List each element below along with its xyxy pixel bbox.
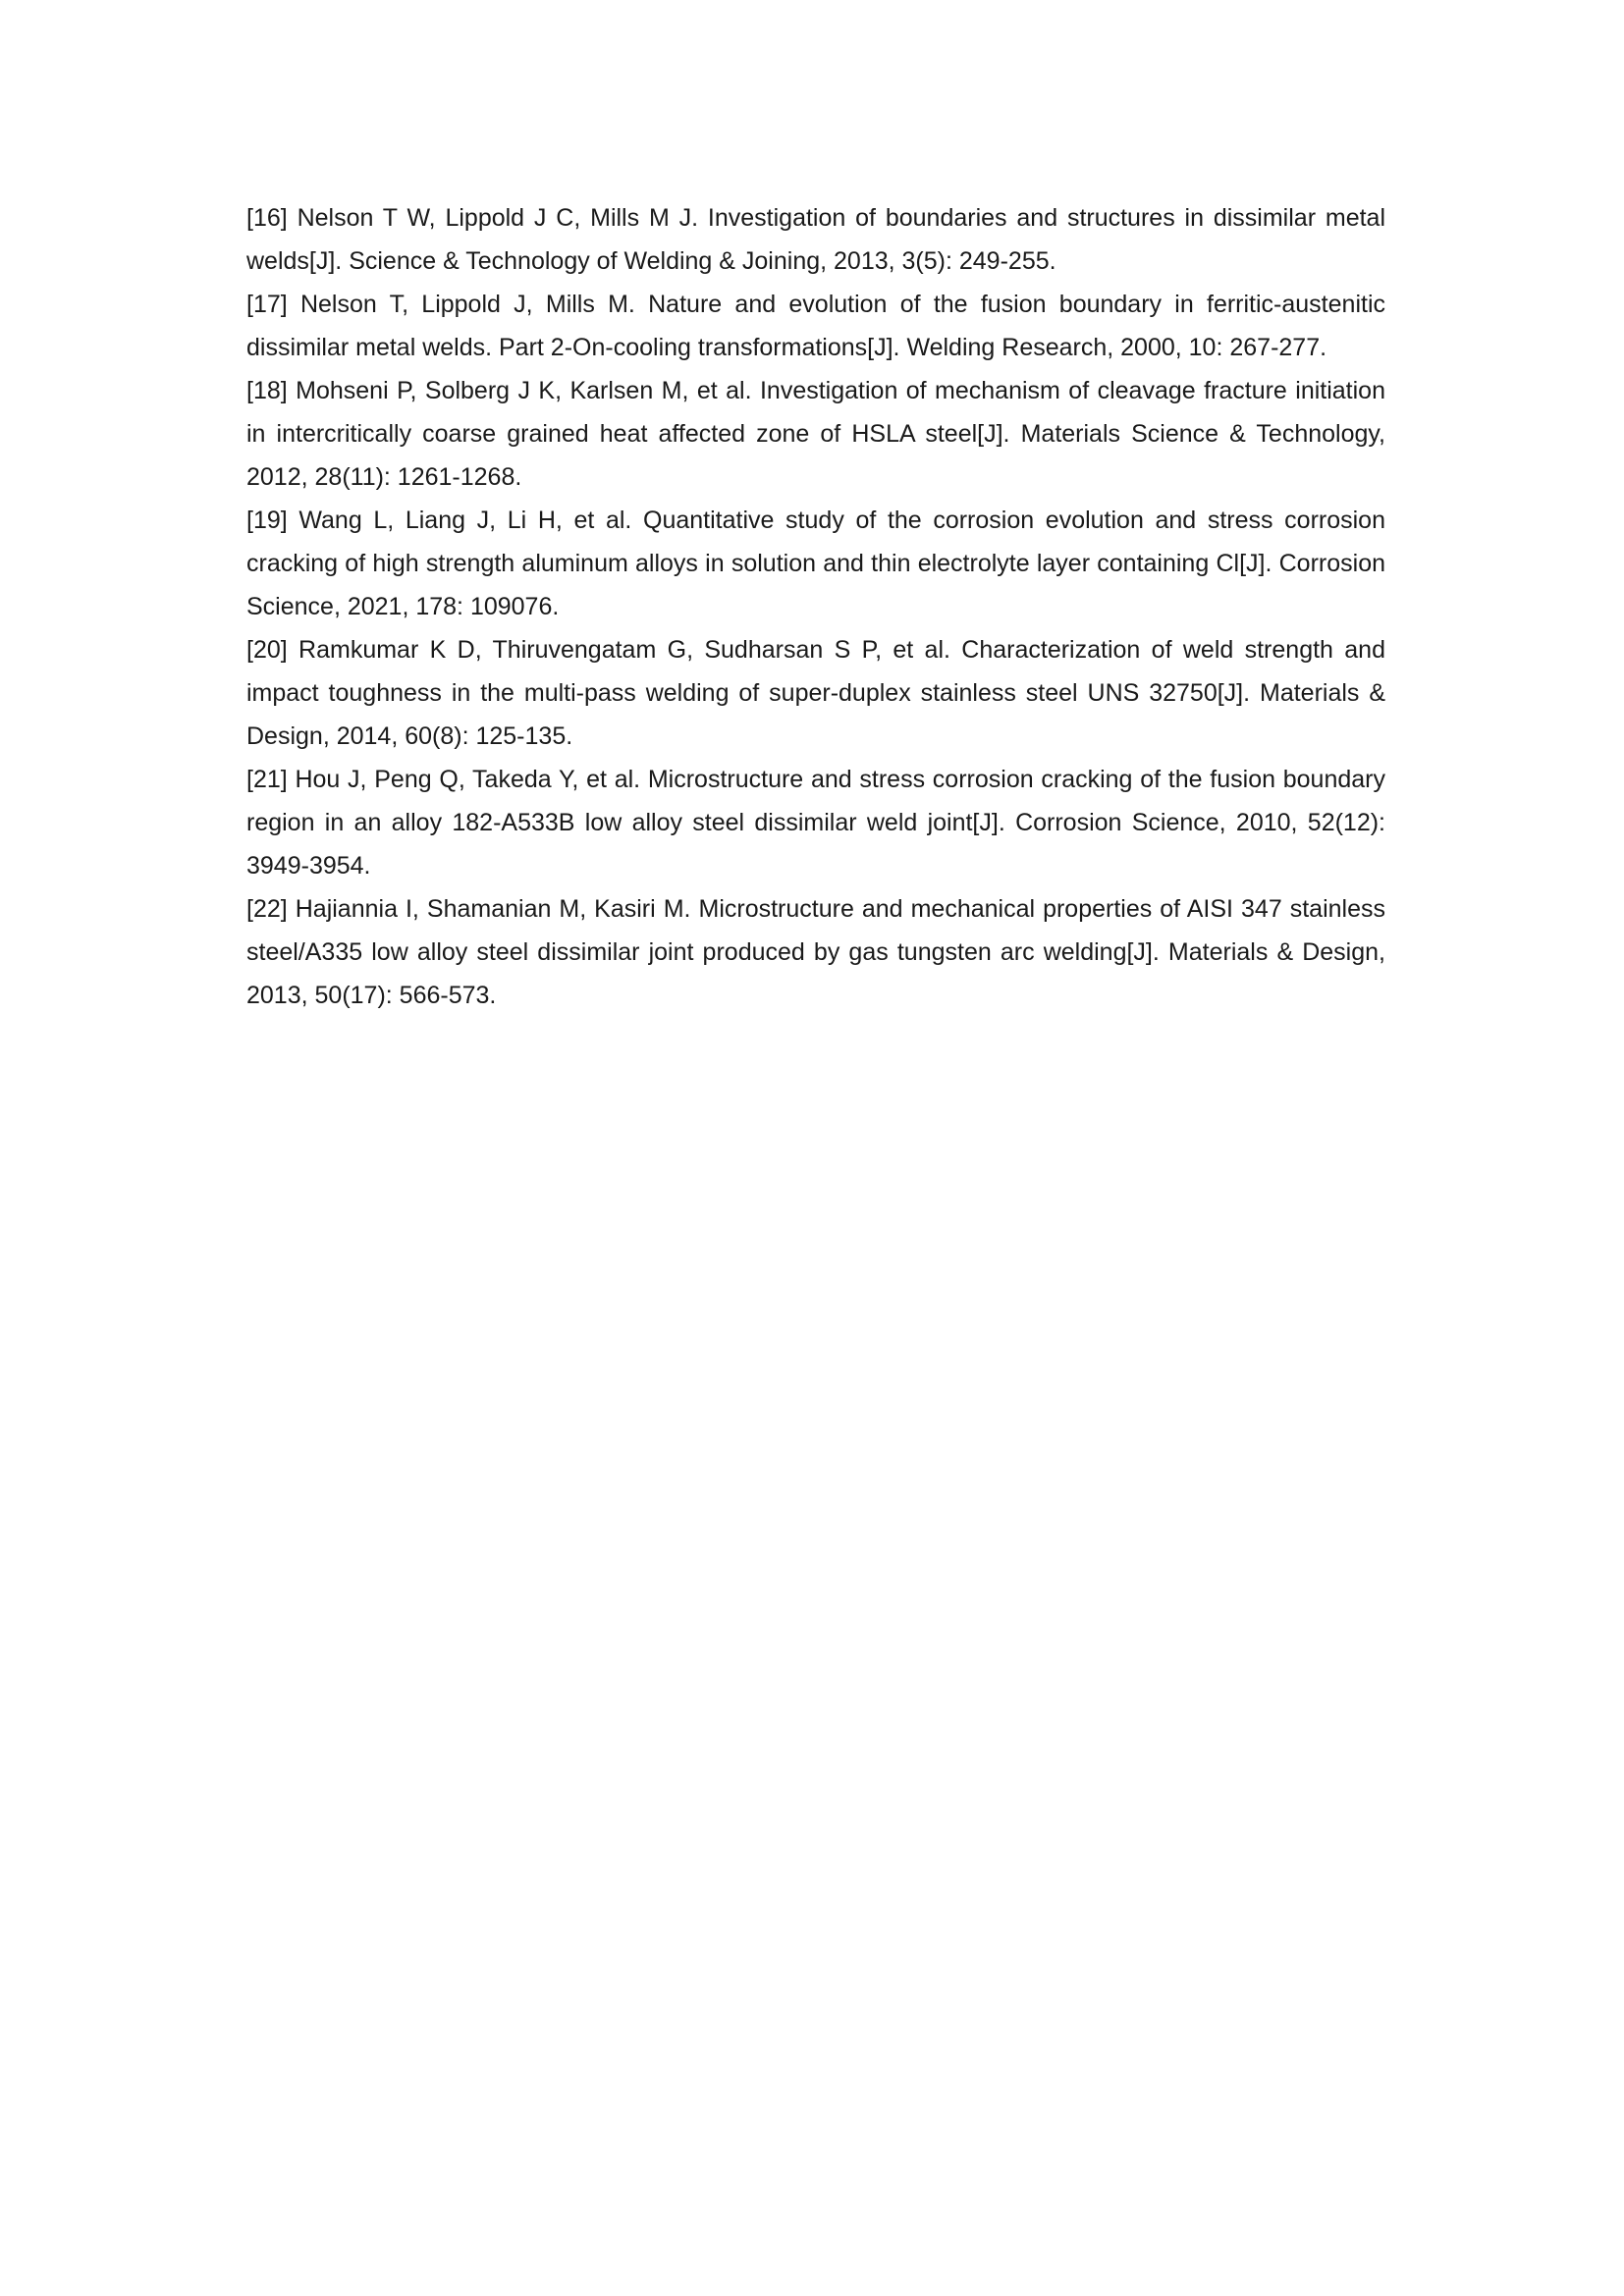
- reference-text: Ramkumar K D, Thiruvengatam G, Sudharsan S P, et al. Characterization of weld strength and impact toughness in the multi-pass welding of super-duplex stainless steel UNS 32750[J]. Materials & Design, 2014, 60(8): 125-135.: [246, 636, 1385, 750]
- reference-number: [18]: [246, 377, 288, 404]
- reference-number: [17]: [246, 291, 288, 318]
- reference-text: Nelson T W, Lippold J C, Mills M J. Investigation of boundaries and structures in dissimilar metal welds[J]. Science & Technology of Welding & Joining, 2013, 3(5): 249-255.: [246, 204, 1385, 275]
- reference-number: [22]: [246, 895, 288, 923]
- reference-text: Hou J, Peng Q, Takeda Y, et al. Microstructure and stress corrosion cracking of the fusion boundary region in an alloy 182-A533B low alloy steel dissimilar weld joint[J]. Corrosion Science, 2010, 52(12): 3949-3954.: [246, 766, 1385, 880]
- reference-item: [246, 369, 1385, 499]
- reference-number: [19]: [246, 507, 288, 534]
- reference-item: [246, 758, 1385, 887]
- reference-item: [246, 196, 1385, 283]
- reference-text: Hajiannia I, Shamanian M, Kasiri M. Microstructure and mechanical properties of AISI 347 stainless steel/A335 low alloy steel dissimilar joint produced by gas tungsten arc welding[J]. Materials & Design, 2013, 50(17): 566-573.: [246, 895, 1386, 1009]
- reference-text: Wang L, Liang J, Li H, et al. Quantitative study of the corrosion evolution and stress corrosion cracking of high strength aluminum alloys in solution and thin electrolyte layer containing Cl[J]. Corrosion Science, 2021, 178: 109076.: [246, 507, 1385, 620]
- reference-text: Mohseni P, Solberg J K, Karlsen M, et al. Investigation of mechanism of cleavage fracture initiation in intercritically coarse grained heat affected zone of HSLA steel[J]. Materials Science & Technology, 2012, 28(11): 1261-1268.: [246, 377, 1385, 491]
- reference-item: [246, 499, 1385, 628]
- reference-item: [246, 628, 1385, 758]
- reference-number: [21]: [246, 766, 288, 793]
- reference-text: Nelson T, Lippold J, Mills M. Nature and evolution of the fusion boundary in ferritic-austenitic dissimilar metal welds. Part 2-On-cooling transformations[J]. Welding Research, 2000, 10: 267-277.: [246, 291, 1385, 361]
- reference-number: [16]: [246, 204, 288, 232]
- reference-list: [246, 196, 1385, 1017]
- reference-number: [20]: [246, 636, 288, 664]
- reference-item: [246, 283, 1385, 369]
- reference-item: [246, 887, 1385, 1017]
